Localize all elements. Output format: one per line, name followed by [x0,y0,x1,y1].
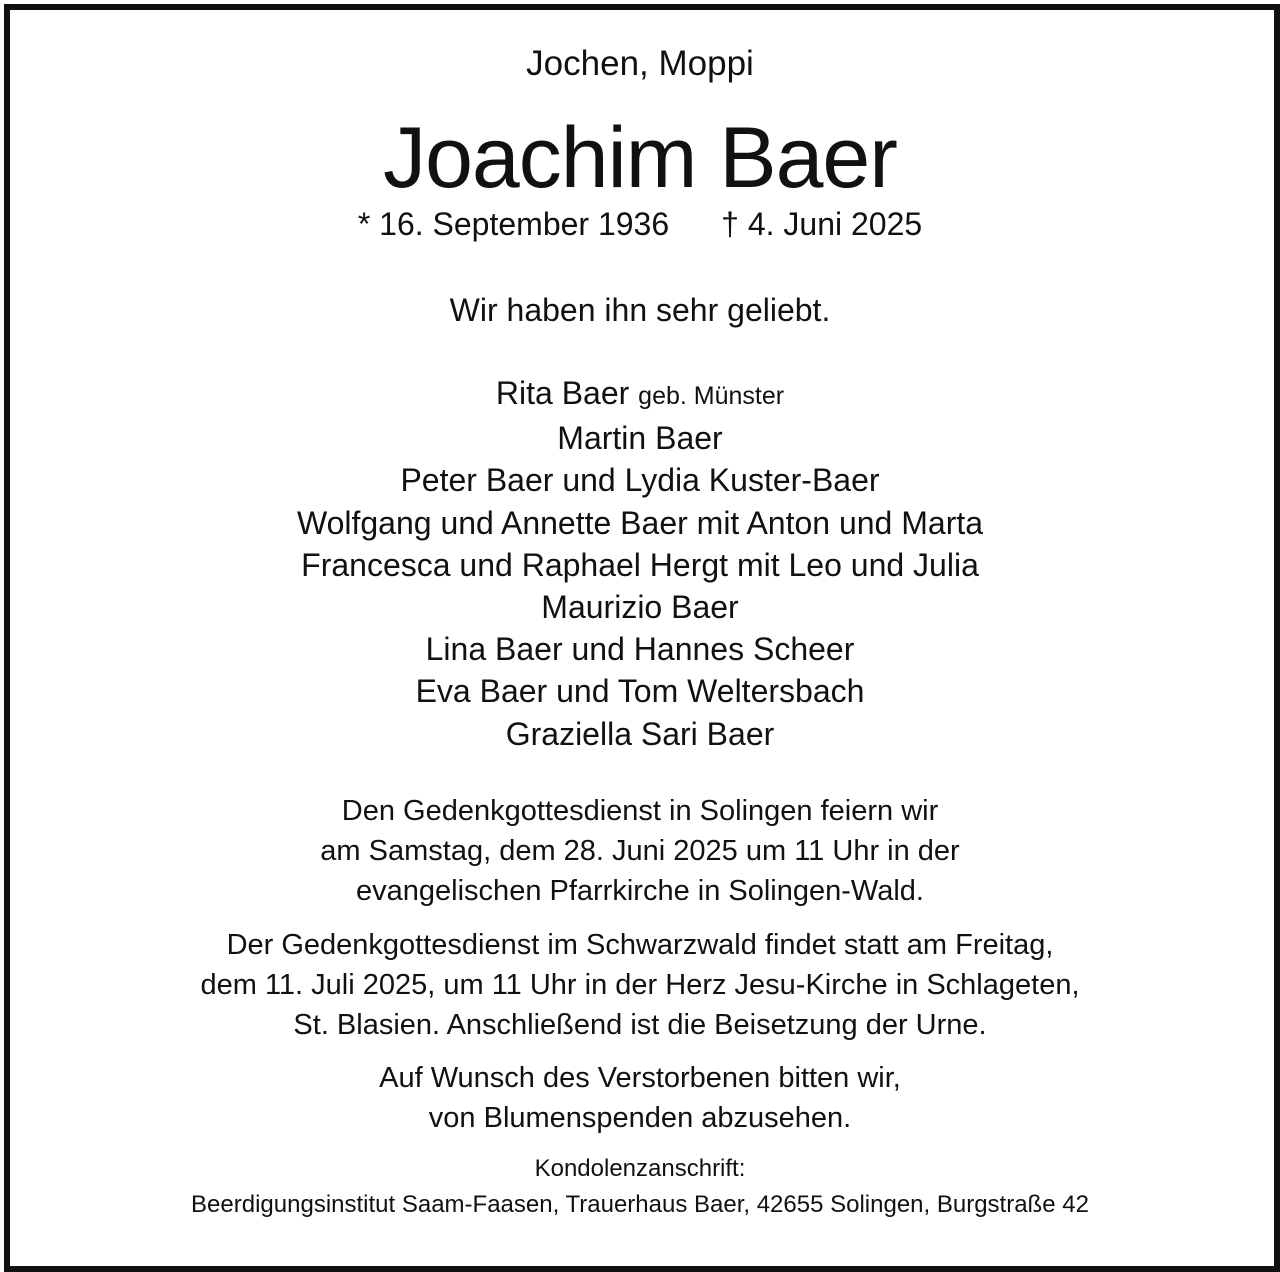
motto: Wir haben ihn sehr geliebt. [449,292,831,328]
paragraph-line: am Samstag, dem 28. Juni 2025 um 11 Uhr in der [320,835,960,867]
family-member: Graziella Sari Baer [505,715,775,752]
condolence-address: Beerdigungsinstitut Saam-Faasen, Trauerhaus Baer, 42655 Solingen, Burgstraße 42 [191,1191,1089,1218]
flowers-paragraph [0,1058,1280,1138]
paragraph-line: St. Blasien. Anschließend ist die Beisetzung der Urne. [293,1009,987,1041]
paragraph-line: Den Gedenkgottesdienst in Solingen feiern wir [341,795,939,827]
nickname: Jochen, Moppi [526,44,754,83]
paragraph-line: evangelischen Pfarrkirche in Solingen-Wald. [356,875,924,907]
paragraph-line: Auf Wunsch des Verstorbenen bitten wir, [379,1062,901,1094]
family-member: Martin Baer [557,420,723,457]
service-solingen-paragraph [0,791,1280,911]
condolence-label: Kondolenzanschrift: [534,1155,746,1182]
family-member: Peter Baer und Lydia Kuster-Baer [400,462,880,499]
death-date: † 4. Juni 2025 [721,206,923,242]
family-member: Wolfgang und Annette Baer mit Anton und Marta [296,504,984,541]
family-member: Eva Baer und Tom Weltersbach [415,673,865,710]
paragraph-line: dem 11. Juli 2025, um 11 Uhr in der Herz Jesu-Kirche in Schlageten, [200,969,1080,1001]
service-schwarzwald-paragraph [0,925,1280,1045]
family-member [0,372,1280,417]
paragraph-line: Der Gedenkgottesdienst im Schwarzwald findet statt am Freitag, [226,929,1054,961]
family-member: Maurizio Baer [541,589,739,626]
family-member: Lina Baer und Hannes Scheer [425,631,855,668]
maiden-name: geb. Münster [638,382,785,410]
paragraph-line: von Blumenspenden abzusehen. [428,1102,852,1134]
family-member: Francesca und Raphael Hergt mit Leo und Julia [301,546,979,583]
birth-date: * 16. September 1936 [357,206,670,242]
family-member-name: Rita Baer [495,375,630,411]
family-list [0,372,1280,755]
life-dates [0,202,1280,246]
deceased-name: Joachim Baer [383,110,897,206]
